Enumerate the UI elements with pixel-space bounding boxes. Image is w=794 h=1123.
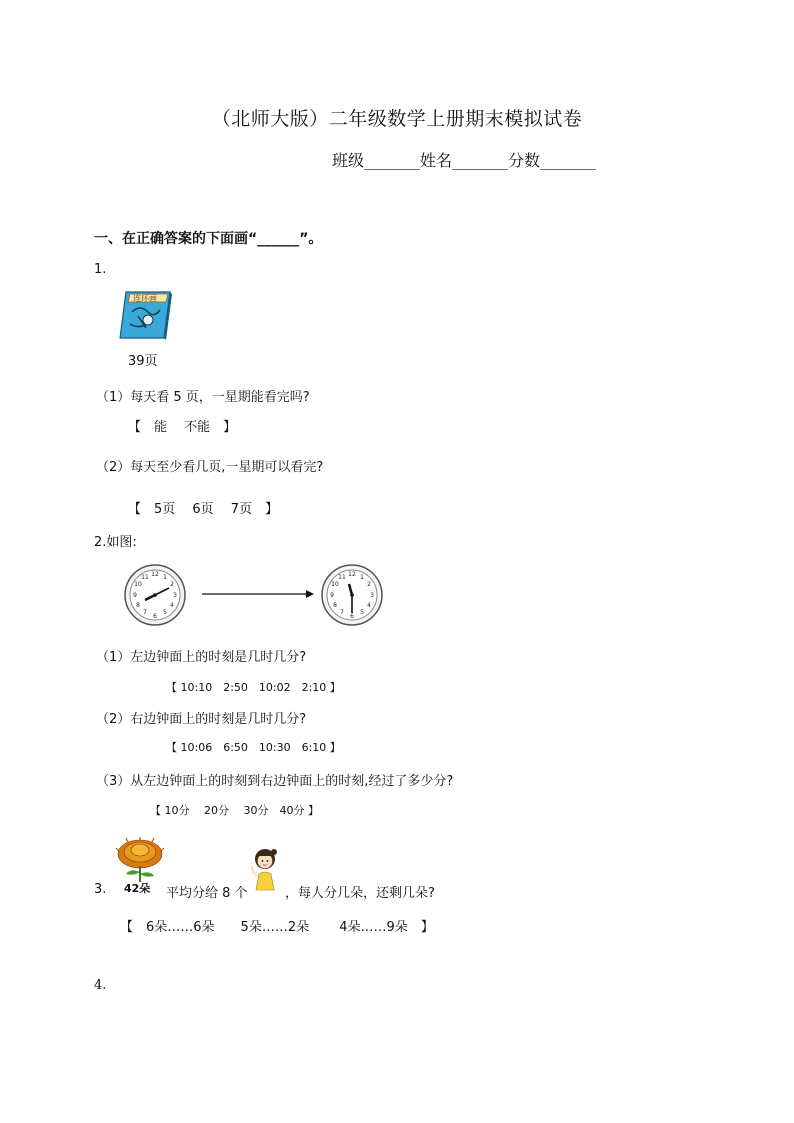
question-2-sub-1: （1）左边钟面上的时刻是几时几分?	[96, 650, 307, 665]
svg-text:5: 5	[360, 609, 364, 616]
svg-text:10: 10	[331, 581, 339, 588]
svg-text:2: 2	[367, 581, 371, 588]
question-1-sub-1-options[interactable]: 【 能 不能 】	[128, 420, 237, 435]
question-4-number: 4.	[94, 978, 107, 993]
question-2-sub-2-options[interactable]: 【 10:06 6:50 10:30 6:10 】	[166, 741, 341, 754]
question-2-sub-3-options[interactable]: 【 10分 20分 30分 40分 】	[150, 804, 319, 817]
svg-text:10: 10	[134, 581, 142, 588]
question-3-text-b: ，每人分几朵，还剩几朵?	[285, 886, 435, 901]
svg-text:9: 9	[330, 592, 334, 599]
svg-text:4: 4	[170, 602, 174, 609]
question-1-sub-2-options[interactable]: 【 5页 6页 7页 】	[128, 502, 279, 517]
question-2-sub-1-options[interactable]: 【 10:10 2:50 10:02 2:10 】	[166, 681, 341, 694]
section-heading: 一、在正确答案的下面画“______”。	[94, 231, 323, 247]
svg-text:7: 7	[340, 609, 344, 616]
svg-text:1: 1	[163, 574, 167, 581]
svg-text:5: 5	[163, 609, 167, 616]
svg-text:9: 9	[133, 592, 137, 599]
student-info-line: 班级_______姓名_______分数_______	[332, 151, 597, 170]
svg-text:8: 8	[136, 602, 140, 609]
svg-text:2: 2	[170, 581, 174, 588]
arrow-right-icon	[202, 589, 314, 599]
svg-text:11: 11	[141, 574, 149, 581]
svg-text:4: 4	[367, 602, 371, 609]
svg-text:11: 11	[338, 574, 346, 581]
page-title: （北师大版）二年级数学上册期末模拟试卷	[211, 108, 583, 130]
right-clock-icon	[321, 564, 383, 626]
comic-book-cover-text: 连环画	[133, 294, 157, 303]
question-3-options[interactable]: 【 6朵……6朵 5朵……2朵 4朵……9朵 】	[120, 920, 434, 935]
svg-text:12: 12	[348, 571, 356, 578]
question-3-text-a: 平均分给 8 个	[166, 886, 248, 901]
svg-text:12: 12	[151, 571, 159, 578]
svg-text:6: 6	[153, 613, 157, 620]
question-2-number: 2.如图:	[94, 535, 137, 550]
pages-label: 39页	[128, 354, 158, 369]
question-2-sub-2: （2）右边钟面上的时刻是几时几分?	[96, 712, 307, 727]
question-1-sub-2: （2）每天至少看几页,一星期可以看完?	[96, 460, 324, 475]
chrysanthemum-flower-icon	[114, 838, 166, 882]
svg-text:8: 8	[333, 602, 337, 609]
question-3-number: 3.	[94, 882, 107, 897]
question-2-sub-3: （3）从左边钟面上的时刻到右边钟面上的时刻,经过了多少分?	[96, 774, 454, 789]
girl-icon	[248, 846, 282, 892]
svg-text:3: 3	[370, 592, 374, 599]
svg-text:6: 6	[350, 613, 354, 620]
svg-text:1: 1	[360, 574, 364, 581]
svg-text:7: 7	[143, 609, 147, 616]
question-1-number: 1.	[94, 262, 107, 277]
left-clock-icon	[124, 564, 186, 626]
flower-count-label: 42朵	[124, 882, 151, 895]
question-1-sub-1: （1）每天看 5 页，一星期能看完吗?	[96, 390, 310, 405]
svg-text:3: 3	[173, 592, 177, 599]
